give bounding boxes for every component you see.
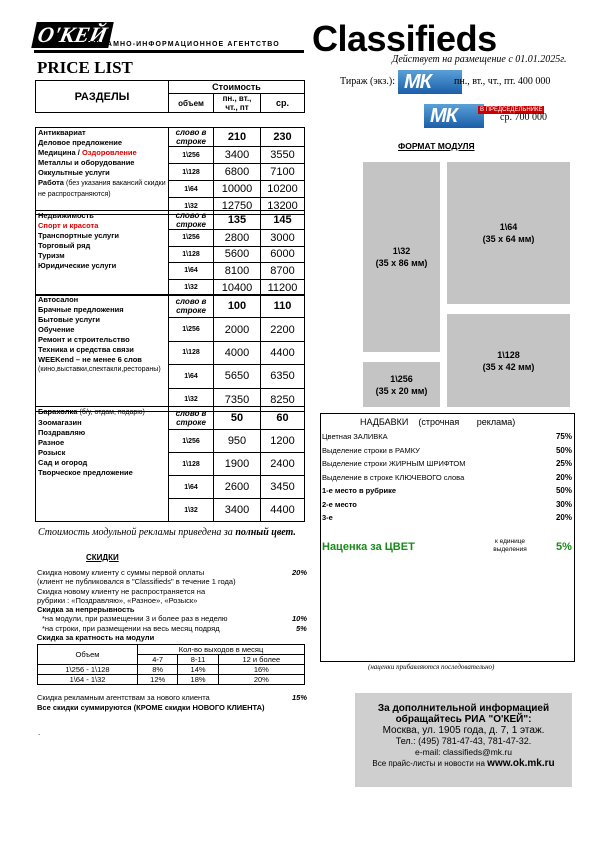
contact-line-2: обращайтесь РИА "О'КЕЙ":	[395, 714, 532, 725]
module-format-title: ФОРМАТ МОДУЛЯ	[398, 141, 475, 151]
price-wed: 110	[261, 295, 305, 318]
module-1-128-size: (35 х 42 мм)	[482, 361, 535, 372]
discount-new-client: Скидка новому клиенту с суммы первой оплаты	[37, 568, 205, 577]
surcharge-row	[322, 485, 572, 496]
table-row	[36, 128, 305, 147]
section-list	[36, 128, 169, 215]
section-name: Творческое предложение	[38, 468, 133, 477]
price-weekdays: 2600	[214, 476, 261, 499]
volume-cell: 1\128	[169, 453, 214, 476]
module-1-64	[447, 162, 570, 304]
section-name: Антиквариат	[38, 128, 86, 137]
section-name: Ремонт и строительство	[38, 335, 130, 344]
surcharge-label: 1-е место в рубрике	[322, 486, 397, 495]
contact-news: Все прайс-листы и новости на	[372, 759, 485, 768]
price-weekdays: 950	[214, 430, 261, 453]
mk-logo-2: МК	[424, 104, 484, 128]
price-group-2	[35, 210, 305, 296]
section-name: Туризм	[38, 251, 65, 260]
price-weekdays: 5650	[214, 365, 261, 388]
section-name: Транспортные услуги	[38, 231, 119, 240]
disc-cell: 12%	[138, 675, 178, 685]
module-1-32	[363, 162, 440, 352]
price-wed: 3550	[261, 147, 305, 164]
volume-cell: слово в строке	[169, 211, 214, 230]
section-name: Обучение	[38, 325, 75, 334]
volume-cell: 1\256	[169, 430, 214, 453]
discount-agency-pct: 15%	[292, 693, 308, 702]
section-name: Недвижимость	[38, 211, 94, 220]
price-weekdays: 5600	[214, 246, 261, 263]
surcharge-label: Выделение строки в РАМКУ	[322, 445, 420, 455]
volume-cell: 1\256	[169, 318, 214, 341]
table-row	[36, 407, 305, 430]
price-weekdays: 1900	[214, 453, 261, 476]
volume-cell: слово в строке	[169, 128, 214, 147]
price-group-4	[35, 406, 305, 522]
price-weekdays: 7350	[214, 388, 261, 411]
discount-new-client-2b: рубрики : «Поздравляю», «Разное», «Розыск»	[37, 596, 198, 605]
section-name: Розыск	[38, 448, 66, 457]
contact-box	[355, 693, 572, 787]
volume-cell: 1\32	[169, 279, 214, 296]
price-weekdays: 135	[214, 211, 261, 230]
price-wed: 4400	[261, 499, 305, 522]
page-title: PRICE LIST	[37, 58, 133, 77]
price-wed: 1200	[261, 430, 305, 453]
color-note-bold: полный цвет.	[235, 527, 296, 538]
module-1-32-label: 1\32	[392, 246, 411, 256]
surcharge-value: 50%	[555, 486, 572, 495]
surcharge-label: Цветная ЗАЛИВКА	[322, 432, 388, 441]
price-weekdays: 2000	[214, 318, 261, 341]
price-wed: 8700	[261, 263, 305, 280]
surcharge-value: 20%	[555, 513, 572, 522]
price-weekdays: 3400	[214, 499, 261, 522]
price-wed: 3450	[261, 476, 305, 499]
price-weekdays: 10400	[214, 279, 261, 296]
price-weekdays: 50	[214, 407, 261, 430]
discount-continuity: Скидка за непрерывность	[37, 605, 135, 614]
table-row	[36, 211, 305, 230]
module-1-256-label: 1\256	[390, 373, 413, 384]
disc-cell: 20%	[218, 675, 304, 685]
module-1-32-size: (35 х 86 мм)	[375, 258, 428, 268]
table-row	[38, 675, 305, 685]
col-wed: ср.	[261, 94, 305, 113]
disc-cell: 8%	[138, 665, 178, 675]
discount-sum: Все скидки суммируются (КРОМЕ скидки НОВОГО КЛИЕНТА)	[37, 703, 265, 712]
surcharge-row	[322, 445, 572, 456]
discount-cont-modules: *на модули, при размещении 3 и более раз в неделю	[42, 614, 228, 623]
surcharge-value: 25%	[555, 459, 572, 468]
volume-cell: 1\256	[169, 147, 214, 164]
price-wed: 230	[261, 128, 305, 147]
contact-email[interactable]: e-mail: classifieds@mk.ru	[415, 747, 512, 757]
agency-label: РЕКЛАМНО-ИНФОРМАЦИОННОЕ АГЕНТСТВО	[84, 41, 280, 48]
surcharge-row	[322, 431, 572, 442]
price-weekdays: 4000	[214, 341, 261, 364]
volume-cell: 1\32	[169, 198, 214, 215]
color-note	[38, 527, 296, 538]
volume-cell: 1\32	[169, 499, 214, 522]
color-note-text: Стоимость модульной рекламы приведена за	[38, 527, 233, 538]
discount-cont-lines-pct: 5%	[296, 624, 307, 633]
discount-cont-modules-pct: 10%	[292, 614, 308, 623]
section-name: Брачные предложения	[38, 305, 124, 314]
section-list	[36, 211, 169, 296]
surcharge-label: Выделение в строке КЛЮЧЕВОГО слова	[322, 472, 465, 482]
price-weekdays: 12750	[214, 198, 261, 215]
section-name: Оккультные услуги	[38, 168, 110, 177]
section-name: Работа (без указания вакансий скидки не распространяются)	[38, 178, 166, 198]
section-name: Разное	[38, 438, 65, 447]
price-wed: 10200	[261, 181, 305, 198]
discounts-title: СКИДКИ	[86, 553, 119, 562]
disc-cell: 16%	[218, 665, 304, 675]
section-list	[36, 295, 169, 412]
price-wed: 4400	[261, 341, 305, 364]
module-1-128-label: 1\128	[497, 349, 520, 360]
col-volume: объем	[169, 94, 214, 113]
disc-col-2: 8-11	[178, 655, 218, 665]
contact-line-1: За дополнительной информацией	[377, 703, 550, 714]
volume-cell: слово в строке	[169, 295, 214, 318]
contact-address: Москва, ул. 1905 года, д. 7, 1 этаж.	[382, 725, 545, 736]
surcharges-note: (наценки прибавляются последовательно)	[368, 663, 495, 671]
color-surcharge-pct: 5%	[556, 541, 572, 553]
discount-multiplicity: Скидка за кратность на модули	[37, 633, 155, 642]
surcharges-title: НАДБАВКИ (строчная реклама)	[360, 417, 516, 427]
section-name: Зоомагазин	[38, 418, 82, 427]
circulation-mk: пн., вт., чт., пт. 400 000	[454, 76, 551, 87]
volume-cell: 1\64	[169, 365, 214, 388]
disc-row-volume: 1\256 - 1\128	[38, 665, 138, 675]
mk-tag: В ПРЕДСЕДЕЛЬНИКЕ	[480, 107, 543, 113]
module-1-64-size: (35 х 64 мм)	[482, 234, 535, 244]
mk-logo: МК	[398, 70, 462, 94]
volume-cell: 1\64	[169, 181, 214, 198]
module-1-64-label: 1\64	[499, 222, 518, 232]
volume-cell: 1\64	[169, 476, 214, 499]
price-group-3	[35, 294, 305, 412]
circulation-mk2: ср. 700 000	[500, 112, 547, 123]
price-weekdays: 100	[214, 295, 261, 318]
volume-cell: слово в строке	[169, 407, 214, 430]
ok-logo: О'КЕЙ	[31, 22, 113, 48]
price-weekdays: 3400	[214, 147, 261, 164]
contact-website[interactable]: www.ok.mk.ru	[487, 758, 555, 769]
surcharge-label: 2-е место	[322, 499, 357, 509]
circulation-label: Тираж (экз.):	[340, 76, 395, 87]
contact-phone: Тел.: (495) 781-47-43, 781-47-32.	[395, 736, 532, 746]
price-wed: 6350	[261, 365, 305, 388]
volume-cell: 1\128	[169, 164, 214, 181]
price-wed: 3000	[261, 230, 305, 247]
surcharge-row	[322, 458, 572, 469]
header-rule	[34, 50, 304, 53]
price-weekdays: 8100	[214, 263, 261, 280]
price-weekdays: 10000	[214, 181, 261, 198]
section-list	[36, 407, 169, 522]
section-name: Металлы и оборудование	[38, 158, 135, 167]
section-name: Барахолка (б/у, отдам, подарю)	[38, 407, 145, 416]
section-name: WEEKend – не менее 6 слов	[38, 355, 142, 364]
price-group-1	[35, 127, 305, 215]
stray-dot: .	[38, 728, 41, 737]
discount-cont-lines: *на строки, при размещении на весь месяц подряд	[42, 624, 220, 633]
surcharge-value: 75%	[555, 432, 572, 441]
section-name: Поздравляю	[38, 428, 86, 437]
price-table	[35, 80, 305, 113]
table-row	[36, 295, 305, 318]
disc-col-outputs: Кол-во выходов в месяц	[138, 645, 305, 655]
volume-cell: 1\32	[169, 388, 214, 411]
price-wed: 13200	[261, 198, 305, 215]
surcharge-value: 20%	[555, 472, 572, 482]
disc-col-volume: Объем	[38, 645, 138, 665]
multiplicity-table	[37, 644, 305, 685]
color-surcharge-note: к единице выделения	[493, 538, 527, 553]
price-wed: 11200	[261, 279, 305, 296]
color-surcharge-label: Наценка за ЦВЕТ	[322, 541, 415, 553]
price-wed: 8250	[261, 388, 305, 411]
col-weekdays: пн., вт., чт., пт	[214, 94, 261, 113]
section-name: Техника и средства связи	[38, 345, 134, 354]
section-name: (кино,выставки,спектакли,рестораны)	[38, 366, 161, 373]
discount-new-client-note: (клиент не публиковался в "Classifieds" в течение 1 года)	[37, 577, 236, 586]
disc-cell: 14%	[178, 665, 218, 675]
module-1-256	[363, 362, 440, 407]
col-sections: РАЗДЕЛЫ	[36, 81, 169, 113]
volume-cell: 1\256	[169, 230, 214, 247]
surcharge-label: Выделение строки ЖИРНЫМ ШРИФТОМ	[322, 459, 466, 468]
surcharge-row	[322, 472, 572, 483]
price-wed: 60	[261, 407, 305, 430]
volume-cell: 1\64	[169, 263, 214, 280]
section-name: Медицина / Оздоровление	[38, 148, 137, 157]
section-name: Юридические услуги	[38, 261, 117, 270]
section-name: Спорт и красота	[38, 221, 99, 230]
section-name: Деловое предложение	[38, 138, 123, 147]
price-wed: 2400	[261, 453, 305, 476]
price-wed: 6000	[261, 246, 305, 263]
price-weekdays: 6800	[214, 164, 261, 181]
module-1-128	[447, 314, 570, 407]
discount-agency: Скидка рекламным агентствам за нового клиента	[37, 693, 210, 702]
disc-col-1: 4-7	[138, 655, 178, 665]
discount-new-client-pct: 20%	[292, 568, 308, 577]
surcharge-value: 30%	[555, 499, 572, 509]
table-row	[38, 665, 305, 675]
brand-title: Classifieds	[312, 18, 497, 59]
section-name: Торговый ряд	[38, 241, 91, 250]
price-wed: 2200	[261, 318, 305, 341]
col-cost: Стоимость	[169, 81, 305, 94]
surcharge-row	[322, 512, 572, 523]
disc-row-volume: 1\64 - 1\32	[38, 675, 138, 685]
surcharge-row	[322, 499, 572, 510]
price-wed: 145	[261, 211, 305, 230]
surcharge-value: 50%	[555, 445, 572, 455]
section-name: Сад и огород	[38, 458, 88, 467]
disc-cell: 18%	[178, 675, 218, 685]
section-name: Бытовые услуги	[38, 315, 100, 324]
volume-cell: 1\128	[169, 341, 214, 364]
surcharge-label: 3-е	[322, 513, 333, 522]
discount-new-client-2: Скидка новому клиенту не распространяется на	[37, 587, 206, 596]
price-weekdays: 2800	[214, 230, 261, 247]
module-1-256-size: (35 х 20 мм)	[375, 385, 428, 396]
validity-note: Действует на размещение с 01.01.2025г.	[392, 54, 567, 65]
volume-cell: 1\128	[169, 246, 214, 263]
disc-col-3: 12 и более	[218, 655, 304, 665]
section-name: Автосалон	[38, 295, 79, 304]
price-wed: 7100	[261, 164, 305, 181]
price-weekdays: 210	[214, 128, 261, 147]
